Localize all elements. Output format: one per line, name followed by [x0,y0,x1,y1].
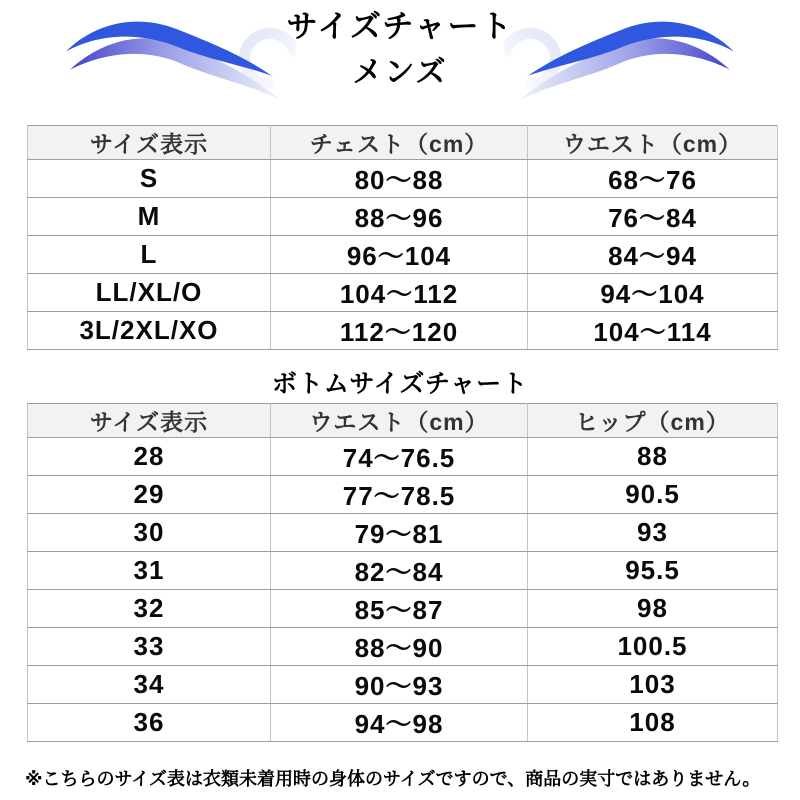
table-cell: 32 [28,590,271,628]
table-cell: 94〜98 [271,704,528,742]
column-header: ウエスト（cm） [271,404,528,438]
table-cell: 68〜76 [528,160,778,198]
table-cell: S [28,160,271,198]
table-row [28,476,778,514]
table-cell: 84〜94 [528,236,778,274]
header [0,0,800,110]
table-cell: L [28,236,271,274]
table-header-row [28,404,778,438]
table-cell: 95.5 [528,552,778,590]
table-cell: 88〜90 [271,628,528,666]
table-cell: 77〜78.5 [271,476,528,514]
table-cell: 80〜88 [271,160,528,198]
table-row [28,704,778,742]
column-header: ヒップ（cm） [528,404,778,438]
table-row [28,590,778,628]
table-cell: LL/XL/O [28,274,271,312]
disclaimer-note: ※こちらのサイズ表は衣類未着用時の身体のサイズですので、商品の実寸ではありません。 [25,769,761,789]
table-cell: 82〜84 [271,552,528,590]
table-row [28,514,778,552]
table-cell: 76〜84 [528,198,778,236]
bottom-size-table [27,403,778,742]
table-cell: 34 [28,666,271,704]
table-cell: 3L/2XL/XO [28,312,271,350]
men-size-table-body [28,160,778,350]
table-row [28,552,778,590]
table-cell: 88〜96 [271,198,528,236]
table-cell: 90〜93 [271,666,528,704]
men-size-table [27,125,778,350]
table-row [28,274,778,312]
page-subtitle: メンズ [352,56,448,90]
table-cell: 28 [28,438,271,476]
table-cell: 33 [28,628,271,666]
bottom-table-title: ボトムサイズチャート [271,370,529,398]
table-cell: 103 [528,666,778,704]
table-cell: 90.5 [528,476,778,514]
table-cell: 96〜104 [271,236,528,274]
wave-flourish-right-icon [504,6,746,104]
table-cell: 108 [528,704,778,742]
bottom-size-table-body [28,438,778,742]
table-cell: 88 [528,438,778,476]
column-header: サイズ表示 [28,126,271,160]
table-row [28,160,778,198]
table-row [28,628,778,666]
table-row [28,438,778,476]
table-cell: 94〜104 [528,274,778,312]
table-row [28,666,778,704]
table-cell: 93 [528,514,778,552]
table-row [28,312,778,350]
table-cell: 79〜81 [271,514,528,552]
column-header: チェスト（cm） [271,126,528,160]
table-cell: 85〜87 [271,590,528,628]
table-cell: 98 [528,590,778,628]
table-cell: 112〜120 [271,312,528,350]
table-cell: 74〜76.5 [271,438,528,476]
table-row [28,236,778,274]
table-cell: 30 [28,514,271,552]
page-title: サイズチャート [286,9,514,44]
table-row [28,198,778,236]
table-header-row [28,126,778,160]
table-cell: 100.5 [528,628,778,666]
table-cell: 36 [28,704,271,742]
table-cell: 104〜114 [528,312,778,350]
column-header: サイズ表示 [28,404,271,438]
table-cell: M [28,198,271,236]
table-cell: 104〜112 [271,274,528,312]
table-cell: 29 [28,476,271,514]
table-cell: 31 [28,552,271,590]
column-header: ウエスト（cm） [528,126,778,160]
